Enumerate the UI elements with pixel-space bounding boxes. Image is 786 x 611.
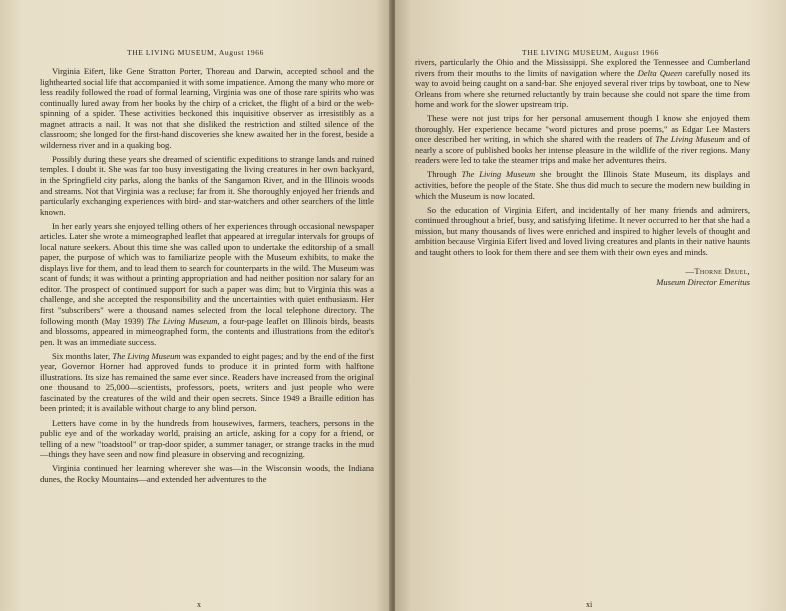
publication-title: The Living Museum bbox=[655, 134, 725, 145]
right-page bbox=[395, 0, 786, 611]
publication-title: The Living Museum bbox=[461, 169, 536, 180]
paragraph: Possibly during these years she dreamed of scientific expeditions to strange lands and ruined temples. I doubt it. She was far too busy investigating the living creatures in her own backyard, in the Springfield city parks, along the banks of the Sangamon River, and in the Illinois woods and streams. Not that Virginia was a recluse; far from it. She thoroughly enjoyed her friends and particularly exchanging experiences with bird- and star-watchers and other searchers of the little known. bbox=[40, 153, 374, 217]
paragraph: Virginia Eifert, like Gene Stratton Porter, Thoreau and Darwin, accepted school and the lighthearted social life that accompanied it with some impatience. Among the many who more or less readily followed the road of formal learning, Virginia was one of those rare spirits who was continually lured away from her books by the chirp of a cricket, the flight of a bird or the web-spinning of a spider. These activities beckoned this inquisitive observer as irresistibly as a magnet attracts a nail. It was not that she disliked the restriction and stilted silence of the classroom; she longed for the first-hand discoveries she knew awaited her in the forest, beside a wilderness river and in a quaking bog. bbox=[40, 66, 374, 150]
paragraph-text: carefully nosed its way to avoid being caught on a sand-bar. She enjoyed several river trips by towboat, one to New Orleans from where she returned reluctantly by train because she could not spare the time from home and work for the slower upstream trip. bbox=[415, 67, 751, 110]
publication-title: The Living Museum, bbox=[146, 315, 220, 326]
paragraph-text: and of nearly a score of published books her intense pleasure in the wildlife of the river regions. Many readers were led to take the steamer trips and make her adventures theirs. bbox=[415, 134, 751, 166]
running-header-right: THE LIVING MUSEUM, August 1966 bbox=[522, 48, 659, 57]
paragraph-text: rivers, particularly the Ohio and the Mississippi. She explored the Tennessee and Cumberland rivers from their mouths to the limits of navigation where the bbox=[415, 57, 750, 78]
paragraph bbox=[40, 221, 374, 348]
publication-title: The Living Museum bbox=[112, 350, 181, 361]
paragraph bbox=[415, 113, 750, 166]
paragraph-text: a four-page leaflet on Illinois birds, beasts and blossoms, appeared in mimeographed form, the contents and illustrations from the editor's pen. It was an immediate success. bbox=[40, 315, 374, 347]
paragraph bbox=[415, 57, 750, 110]
paragraph: So the education of Virginia Eifert, and incidentally of her many friends and admirers, continued throughout a brief, busy, and satisfying lifetime. It never occurred to her that she had a mission, but many thousands of lives were enriched and inspired to higher levels of thought and ambition because Virginia Eifert lived and loved living creatures and plants in their native haunts and taught others to look for them there and see them with their own eyes and minds. bbox=[415, 204, 750, 257]
signature-title: Museum Director Emeritus bbox=[656, 276, 750, 287]
left-page bbox=[0, 0, 391, 611]
boat-name: Delta Queen bbox=[637, 67, 683, 78]
left-page-body bbox=[40, 66, 374, 488]
signature-name: —Thorne Deuel, bbox=[685, 266, 750, 277]
paragraph-text: In her early years she enjoyed telling others of her experiences through occasional newspaper articles. Later she wrote a mimeographed leaflet that appeared at irregular intervals for groups of local nature seekers. About this time she was called upon to undertake the editorship of a small paper, the purpose of which was to familiarize people with the Museum exhibits, to make the displays live for them, and to lead them to search for counterparts in the wild. The Museum was scant of funds; it was without a printing appropriation and had neither position nor salary for an editor. The prospect of continued support for such a paper was dim; but to Virginia this was a challenge, and she accepted the responsibility and the uncertainties with quiet enthusiasm. Her first "subscribers" were a thousand names selected from the local telephone directory. The following month (May 1939) bbox=[40, 220, 374, 326]
paragraph-text: was expanded to eight pages; and by the end of the first year, Governor Horner had approved funds to produce it in printed form with halftone illustrations. Its size has remained the same ever since. Readers have increased from the original one thousand to 25,000—scientists, professors, poets, writers and just people who were fascinated by the creatures of the wild and their open secrets. Since 1949 a Braille edition has been printed; it is available without charge to any blind person. bbox=[40, 350, 374, 414]
paragraph-text: she brought the Illinois State Museum, its displays and activities, before the people of the State. She thus did much to secure the modern new building in which the Museum is now located. bbox=[415, 169, 750, 201]
paragraph bbox=[40, 351, 374, 414]
page-number-right: xi bbox=[586, 600, 593, 609]
running-header-left: THE LIVING MUSEUM, August 1966 bbox=[127, 48, 264, 57]
paragraph bbox=[415, 169, 750, 201]
paragraph-text: These were not just trips for her personal amusement though I know she enjoyed them thoroughly. Her experience became "word pictures and prose poems," as Edgar Lee Masters once described her writing, in which she shared with the readers of bbox=[415, 113, 750, 145]
right-page-body bbox=[415, 57, 750, 288]
paragraph: Virginia continued her learning wherever she was—in the Wisconsin woods, the Indiana dunes, the Rocky Mountains—and extended her adventures to the bbox=[40, 463, 374, 484]
paragraph-text: Through bbox=[427, 169, 457, 180]
paragraph: Letters have come in by the hundreds from housewives, farmers, teachers, persons in the public eye and of the workaday world, praising an article, asking for a copy for a friend, or telling of a new "toadstool" or trap-door spider, a summer tanager, or strange tracks in the mud—things they have seen and now find pleasure in observing and recognizing. bbox=[40, 417, 374, 460]
paragraph-text: Six months later, bbox=[52, 350, 111, 361]
signature-block bbox=[415, 266, 750, 287]
page-number-left: x bbox=[197, 600, 201, 609]
